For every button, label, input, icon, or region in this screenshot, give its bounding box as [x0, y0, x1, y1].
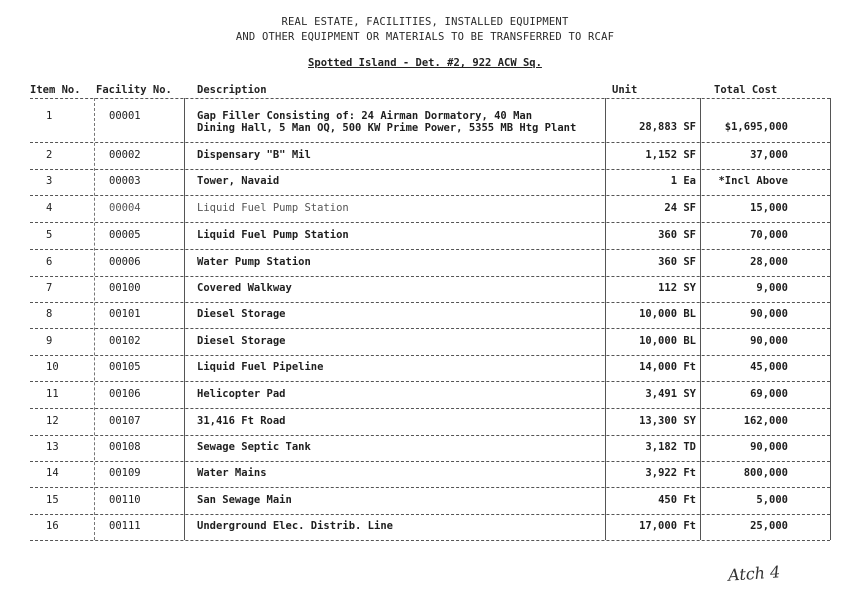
row-description-continued: Dining Hall, 5 Man OQ, 500 KW Prime Power, 5355 MB Htg Plant — [197, 122, 577, 134]
row-unit: 1 Ea — [670, 175, 696, 187]
row-item-number: 15 — [46, 494, 59, 506]
row-rule — [30, 276, 830, 277]
row-item-number: 3 — [46, 175, 53, 187]
column-divider — [94, 98, 95, 540]
row-description: Liquid Fuel Pump Station — [197, 202, 349, 214]
row-item-number: 8 — [46, 308, 53, 320]
row-total-cost: 90,000 — [750, 308, 788, 320]
row-item-number: 2 — [46, 149, 53, 161]
row-rule — [30, 355, 830, 356]
column-header-unit: Unit — [612, 84, 638, 96]
row-rule — [30, 222, 830, 223]
row-unit: 3,491 SY — [645, 388, 696, 400]
row-item-number: 9 — [46, 335, 53, 347]
row-description: Diesel Storage — [197, 308, 286, 320]
column-header-facility: Facility No. — [96, 84, 172, 96]
row-rule — [30, 98, 830, 99]
row-rule — [30, 249, 830, 250]
row-rule — [30, 540, 830, 541]
row-unit: 112 SY — [658, 282, 696, 294]
row-unit: 24 SF — [664, 202, 696, 214]
row-total-cost: 162,000 — [743, 415, 788, 427]
row-description: Gap Filler Consisting of: 24 Airman Dormatory, 40 Man — [197, 110, 533, 122]
row-unit: 13,300 SY — [639, 415, 696, 427]
row-facility-number: 00107 — [109, 415, 141, 427]
row-facility-number: 00006 — [109, 256, 141, 268]
row-description: Liquid Fuel Pipeline — [197, 361, 324, 373]
row-item-number: 5 — [46, 229, 53, 241]
row-facility-number: 00102 — [109, 335, 141, 347]
row-total-cost: 45,000 — [750, 361, 788, 373]
row-total-cost: 25,000 — [750, 520, 788, 532]
row-unit: 10,000 BL — [639, 308, 696, 320]
row-rule — [30, 487, 830, 488]
row-description: Underground Elec. Distrib. Line — [197, 520, 393, 532]
row-facility-number: 00002 — [109, 149, 141, 161]
column-header-item: Item No. — [30, 84, 81, 96]
row-unit: 17,000 Ft — [639, 520, 696, 532]
row-facility-number: 00105 — [109, 361, 141, 373]
handwritten-attachment-note: Atch 4 — [727, 562, 781, 585]
row-description: 31,416 Ft Road — [197, 415, 286, 427]
row-total-cost: $1,695,000 — [724, 121, 788, 133]
row-item-number: 6 — [46, 256, 53, 268]
row-rule — [30, 142, 830, 143]
row-item-number: 10 — [46, 361, 59, 373]
row-description: Sewage Septic Tank — [197, 441, 311, 453]
row-description: Dispensary "B" Mil — [197, 149, 311, 161]
row-unit: 1,152 SF — [645, 149, 696, 161]
row-total-cost: 5,000 — [756, 494, 788, 506]
row-facility-number: 00109 — [109, 467, 141, 479]
row-unit: 450 Ft — [658, 494, 696, 506]
row-rule — [30, 328, 830, 329]
row-total-cost: 15,000 — [750, 202, 788, 214]
row-facility-number: 00110 — [109, 494, 141, 506]
row-item-number: 14 — [46, 467, 59, 479]
document-title-line1: REAL ESTATE, FACILITIES, INSTALLED EQUIPMENT — [281, 16, 569, 28]
column-divider — [700, 98, 701, 540]
row-rule — [30, 408, 830, 409]
row-total-cost: 70,000 — [750, 229, 788, 241]
row-facility-number: 00101 — [109, 308, 141, 320]
document-title-line2: AND OTHER EQUIPMENT OR MATERIALS TO BE TRANSFERRED TO RCAF — [235, 31, 615, 43]
row-rule — [30, 381, 830, 382]
row-description: Diesel Storage — [197, 335, 286, 347]
subtitle-text: Spotted Island - Det. #2, 922 ACW Sq. — [308, 57, 542, 69]
row-facility-number: 00106 — [109, 388, 141, 400]
column-divider — [184, 98, 185, 540]
row-item-number: 13 — [46, 441, 59, 453]
row-facility-number: 00108 — [109, 441, 141, 453]
row-description: Liquid Fuel Pump Station — [197, 229, 349, 241]
row-item-number: 7 — [46, 282, 53, 294]
column-header-description: Description — [197, 84, 267, 96]
row-total-cost: *Incl Above — [718, 175, 788, 187]
row-rule — [30, 461, 830, 462]
row-description: Tower, Navaid — [197, 175, 280, 187]
row-item-number: 11 — [46, 388, 59, 400]
row-total-cost: 69,000 — [750, 388, 788, 400]
row-unit: 3,182 TD — [645, 441, 696, 453]
column-header-cost: Total Cost — [714, 84, 778, 96]
row-facility-number: 00001 — [109, 110, 141, 122]
row-item-number: 1 — [46, 110, 53, 122]
row-rule — [30, 169, 830, 170]
row-total-cost: 37,000 — [750, 149, 788, 161]
row-total-cost: 9,000 — [756, 282, 788, 294]
row-item-number: 4 — [46, 202, 53, 214]
row-unit: 28,883 SF — [639, 121, 696, 133]
row-unit: 14,000 Ft — [639, 361, 696, 373]
row-item-number: 12 — [46, 415, 59, 427]
row-description: San Sewage Main — [197, 494, 292, 506]
row-facility-number: 00100 — [109, 282, 141, 294]
row-facility-number: 00005 — [109, 229, 141, 241]
row-rule — [30, 302, 830, 303]
row-description: Water Pump Station — [197, 256, 311, 268]
row-unit: 10,000 BL — [639, 335, 696, 347]
row-facility-number: 00004 — [109, 202, 141, 214]
row-item-number: 16 — [46, 520, 59, 532]
row-rule — [30, 195, 830, 196]
row-unit: 3,922 Ft — [645, 467, 696, 479]
row-facility-number: 00003 — [109, 175, 141, 187]
row-total-cost: 90,000 — [750, 441, 788, 453]
row-unit: 360 SF — [658, 229, 696, 241]
row-unit: 360 SF — [658, 256, 696, 268]
row-description: Water Mains — [197, 467, 267, 479]
row-description: Helicopter Pad — [197, 388, 286, 400]
row-total-cost: 800,000 — [743, 467, 788, 479]
row-rule — [30, 514, 830, 515]
row-total-cost: 28,000 — [750, 256, 788, 268]
row-total-cost: 90,000 — [750, 335, 788, 347]
row-facility-number: 00111 — [109, 520, 141, 532]
row-rule — [30, 435, 830, 436]
row-description: Covered Walkway — [197, 282, 292, 294]
column-divider — [830, 98, 831, 540]
